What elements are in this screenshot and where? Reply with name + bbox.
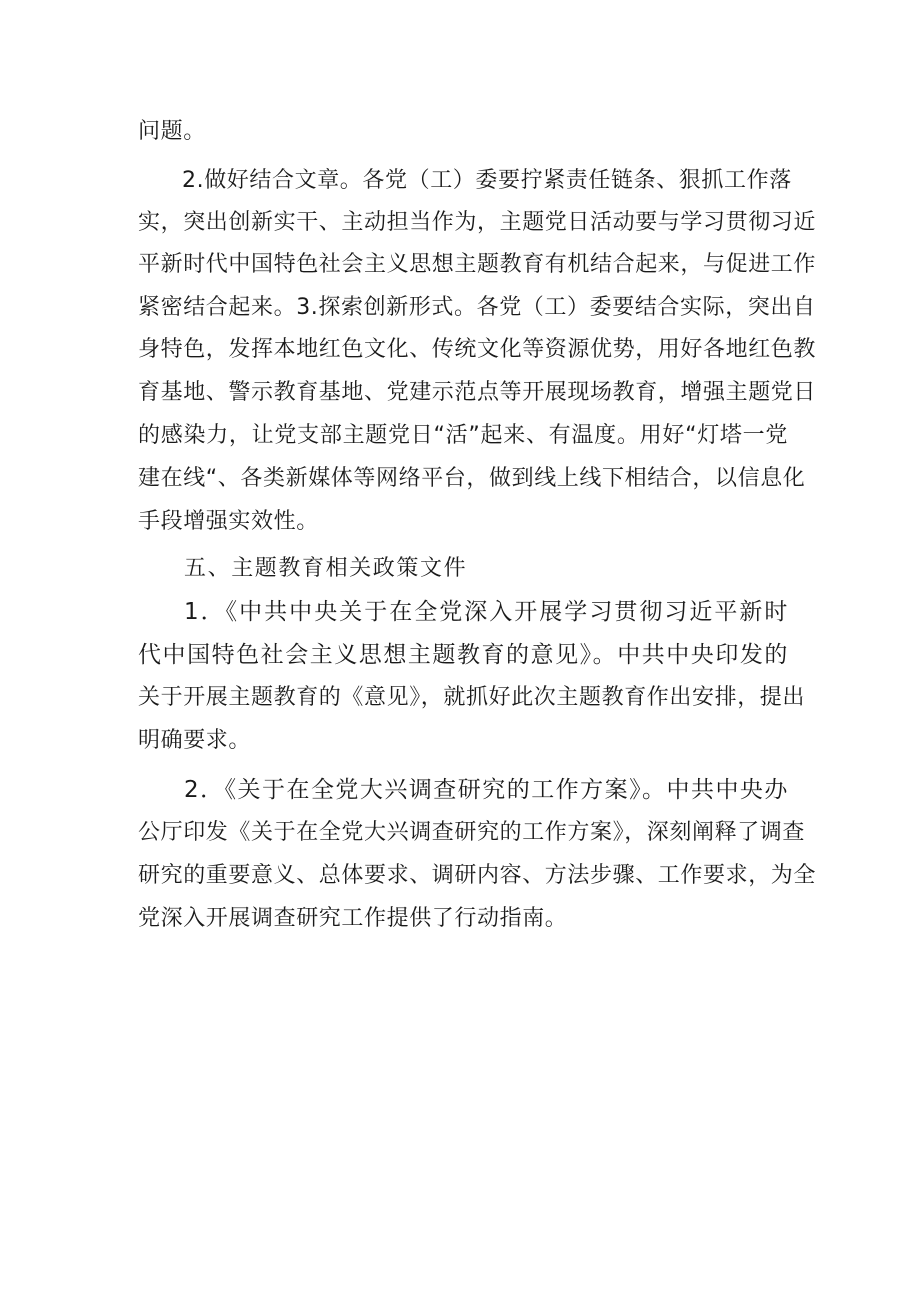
paragraph-line: 身特色，发挥本地红色文化、传统文化等资源优势，用好各地红色教 [138, 337, 817, 362]
paragraph-line: 1．《中共中央关于在全党深入开展学习贯彻习近平新时 [184, 599, 788, 625]
paragraph-line: 2.做好结合文章。各党（工）委要拧紧责任链条、狠抓工作落 [182, 168, 792, 193]
section-heading: 五、主题教育相关政策文件 [184, 556, 468, 581]
paragraph-line: 的感染力，让党支部主题党日“活”起来、有温度。用好“灯塔一党 [138, 423, 788, 448]
paragraph-line: 研究的重要意义、总体要求、调研内容、方法步骤、工作要求，为全 [138, 863, 817, 888]
paragraph-line: 实，突出创新实干、主动担当作为，主题党日活动要与学习贯彻习近 [138, 210, 817, 235]
paragraph-line: 手段增强实效性。 [138, 509, 319, 534]
paragraph-line: 公厅印发《关于在全党大兴调查研究的工作方案》，深刻阐释了调查 [138, 820, 806, 845]
paragraph-line: 明确要求。 [138, 728, 252, 753]
paragraph-line: 2．《关于在全党大兴调查研究的工作方案》。中共中央办 [184, 777, 788, 803]
paragraph-line: 问题。 [138, 119, 206, 144]
paragraph-line: 党深入开展调查研究工作提供了行动指南。 [138, 906, 568, 931]
paragraph-line: 平新时代中国特色社会主义思想主题教育有机结合起来，与促进工作 [138, 252, 817, 277]
paragraph-line: 关于开展主题教育的《意见》，就抓好此次主题教育作出安排，提出 [138, 685, 806, 710]
paragraph-line: 紧密结合起来。3.探索创新形式。各党（工）委要结合实际，突出自 [138, 295, 816, 320]
paragraph-line: 育基地、警示教育基地、党建示范点等开展现场教育，增强主题党日 [138, 380, 817, 405]
paragraph-line: 建在线“、各类新媒体等网络平台，做到线上线下相结合，以信息化 [138, 466, 806, 491]
paragraph-line: 代中国特色社会主义思想主题教育的意见》。中共中央印发的 [138, 642, 788, 668]
